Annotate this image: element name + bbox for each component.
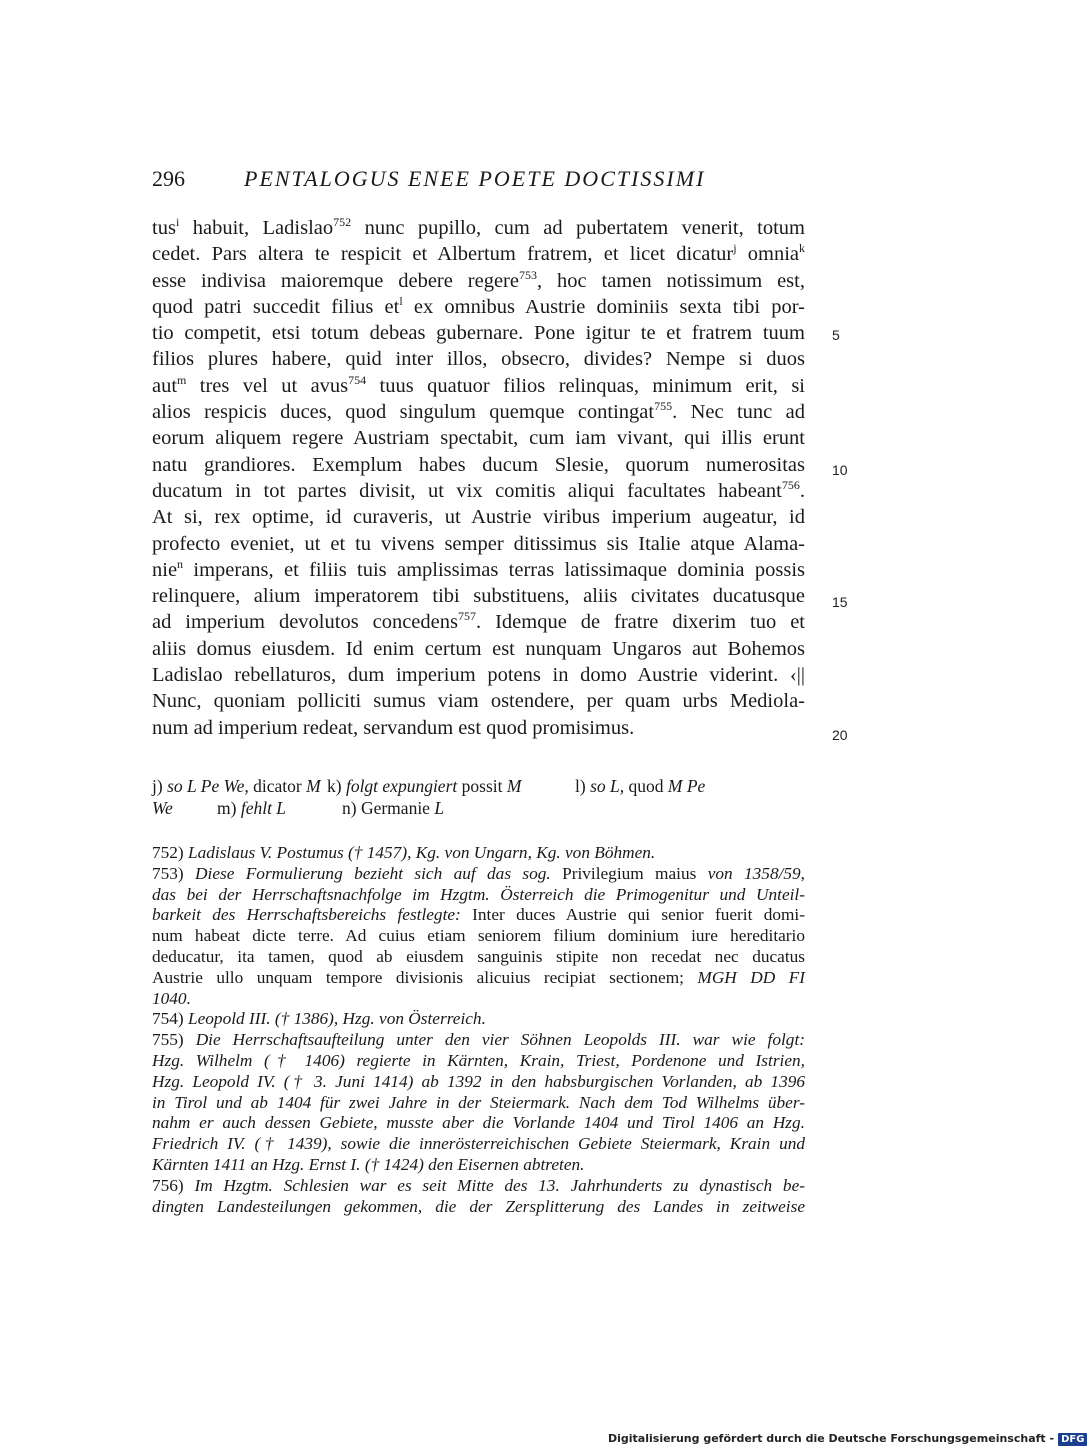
text-line: natu grandiores. Exemplum habes ducum Slesie, quorum numerositas <box>152 453 805 476</box>
line-number: 15 <box>832 594 848 610</box>
line-number: 5 <box>832 327 840 343</box>
footnote-line: das bei der Herrschaftsnachfolge im Hzgtm. Österreich die Primogenitur und Unteil- <box>152 884 805 904</box>
footnote-line: Hzg. Leopold IV. († 3. Juni 1414) ab 1392 in den habsburgischen Vorlanden, ab 1396 <box>152 1071 805 1091</box>
text-line: eorum aliquem regere Austriam spectabit, cum iam vivant, qui illis erunt <box>152 427 805 450</box>
text-line: quod patri succedit filius $et^l$ ex omnibus Austrie dominiis sexta tibi por- <box>152 293 805 318</box>
footnote-line: num habeat dicte terre. Ad cuius etiam seniorem filium dominium iure hereditario <box>152 926 805 946</box>
text-line: ducatum in tot partes divisit, ut vix comitis aliqui facultates habeant$^{756}$. <box>152 477 805 502</box>
text-line: profecto eveniet, ut et tu vivens semper ditissimus sis Italie atque Alama- <box>152 532 805 555</box>
footnote-line: Hzg. Wilhelm († 1406) regierte in Kärnten, Krain, Triest, Pordenone und Istrien, <box>152 1050 805 1070</box>
footnote-line: 756) Im Hzgtm. Schlesien war es seit Mitte des 13. Jahrhunderts zu dynastisch be- <box>152 1175 806 1195</box>
running-title: PENTALOGUS ENEE POETE DOCTISSIMI <box>244 166 706 191</box>
footnote-line: Austrie ullo unquam tempore divisionis alicuius recipiat sectionem; MGH DD FI <box>152 967 805 987</box>
main-text <box>152 215 805 741</box>
footnote-line: Friedrich IV. († 1439), sowie die innerösterreichischen Gebiete Steiermark, Krain und <box>152 1134 805 1154</box>
footnote-line: Kärnten 1411 an Hzg. Ernst I. († 1424) den Eisernen abtreten. <box>152 1154 585 1174</box>
footnote-line: barkeit des Herrschaftsbereichs festlegte: Inter duces Austrie qui senior fuerit domi- <box>152 905 805 925</box>
footnote-line: nahm er auch dessen Gebiete, musste aber die Vorlande 1404 und Tirol 1406 an Hzg. <box>152 1113 805 1133</box>
line-number: 10 <box>832 462 848 478</box>
footnote-line: 753) Diese Formulierung bezieht sich auf das sog. Privilegium maius von 1358/59, <box>152 863 805 883</box>
text-line: cedet. Pars altera te respicit et Albertum fratrem, et licet dicatur$^j$ omnia$^k$ <box>152 241 805 266</box>
apparatus-line: We m) fehlt L n) Germanie L <box>152 798 445 818</box>
text-line: alios respicis duces, quod singulum quemque contingat$^{755}$. Nec tunc ad <box>152 399 805 424</box>
apparatus-line: j) so L Pe We, dicator M k) folgt expungiert possit M l) so L, quod M Pe <box>152 776 706 796</box>
text-line: Ladislao rebellaturos, dum imperium potens in domo Austrie viderint. ‹|| <box>152 664 805 687</box>
footnote-line: deducatur, ita tamen, quod ab eiusdem sanguinis stipite non recedat nec ducatus <box>152 946 805 966</box>
footnote-line: 1040. <box>152 988 191 1008</box>
text-line: aut$^m$ tres vel ut avus$^{754}$ tuus quatuor filios relinquas, minimum erit, si <box>152 372 805 397</box>
digitization-footer <box>608 1432 1087 1446</box>
page-number: 296 <box>152 166 185 191</box>
footer-text: Digitalisierung gefördert durch die Deutsche Forschungsgemeinschaft - <box>608 1432 1055 1445</box>
footnote-line: in Tirol und ab 1404 für zwei Jahre in der Steiermark. Nach dem Tod Wilhelms über- <box>152 1092 805 1112</box>
line-number: 20 <box>832 727 848 743</box>
running-header <box>152 164 812 196</box>
text-line: At si, rex optime, id curaveris, ut Austrie viribus imperium augeatur, id <box>152 506 805 529</box>
text-line: nie$^n$ imperans, et filiis tuis amplissimas terras latissimaque dominia possis <box>152 556 805 581</box>
text-line: filios plures habere, quid inter illos, obsecro, divides? Nempe si duos <box>152 348 805 371</box>
text-line: ad imperium devolutos concedens$^{757}$. Idemque de fratre dixerim tuo et <box>152 609 805 634</box>
dfg-logo: DFG <box>1058 1433 1087 1446</box>
text-line: tus$^i$ habuit, Ladislao$^{752}$ nunc pupillo, cum ad pubertatem venerit, totum <box>152 215 805 239</box>
text-line: tio competit, etsi totum debeas gubernare. Pone igitur te et fratrem tuum <box>152 322 805 345</box>
text-line: relinquere, alium imperatorem tibi substituens, aliis civitates ducatusque <box>152 585 805 608</box>
footnote-line: 754) Leopold III. († 1386), Hzg. von Österreich. <box>152 1009 486 1029</box>
footnote-line: 752) Ladislaus V. Postumus († 1457), Kg. von Ungarn, Kg. von Böhmen. <box>152 843 656 862</box>
critical-apparatus <box>152 775 805 819</box>
footnote-line: 755) Die Herrschaftsaufteilung unter den vier Söhnen Leopolds III. war wie folgt: <box>152 1030 805 1050</box>
text-line: num ad imperium redeat, servandum est quod promisimus. <box>152 716 635 739</box>
text-line: aliis domus eiusdem. Id enim certum est nunquam Ungaros aut Bohemos <box>152 637 805 660</box>
footnote-line: dingten Landesteilungen gekommen, die der Zersplitterung des Landes in zeitweise <box>152 1196 805 1216</box>
text-line: esse indivisa maioremque debere regere$^{753}$, hoc tamen notissimum est, <box>152 267 805 292</box>
text-line: Nunc, quoniam polliciti sumus viam ostendere, per quam urbs Mediola- <box>152 690 805 713</box>
footnotes <box>152 843 805 1217</box>
